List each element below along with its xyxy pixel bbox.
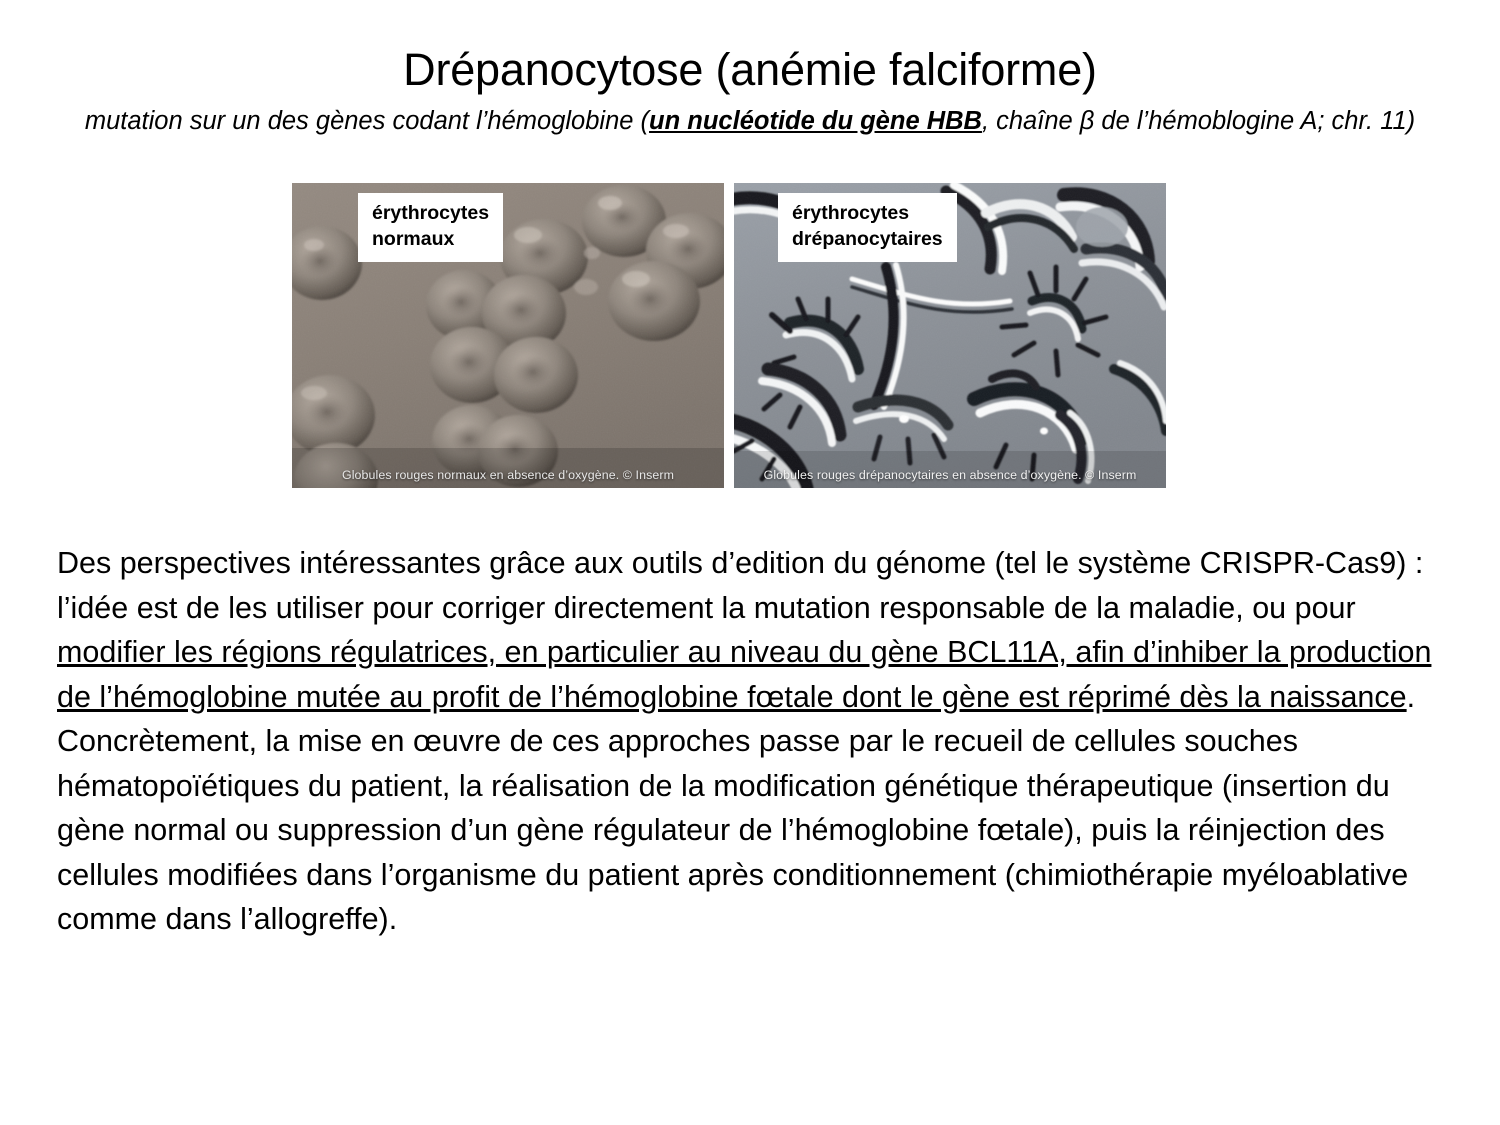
figure-caption-sickle: Globules rouges drépanocytaires en absence d’oxygène. © Inserm <box>763 468 1137 482</box>
subtitle-before: mutation sur un des gènes codant l’hémoglobine ( <box>84 107 650 135</box>
normal-erythrocytes-micrograph <box>292 183 724 488</box>
body-paragraph-1: Des perspectives intéressantes grâce aux outils d’edition du génome (tel le système CRISPR-Cas9) : <box>57 546 1424 580</box>
figure-label-normal-line2: normaux <box>372 227 455 250</box>
figure-row <box>292 183 1166 488</box>
figure-label-normal <box>358 193 503 262</box>
figure-label-normal-line1: érythrocytes <box>372 202 490 224</box>
figure-normal-erythrocytes <box>292 183 724 488</box>
subtitle-after: , chaîne β de l’hémoblogine A; chr. 11) <box>981 107 1416 135</box>
body-paragraph-2-prefix: l’idée est de les utiliser pour corriger directement la mutation responsable de la maladie, ou pour <box>57 590 1356 625</box>
body-paragraph-2-suffix: . <box>1406 679 1416 714</box>
body-paragraph-3: Concrètement, la mise en œuvre de ces approches passe par le recueil de cellules souches hématopoïétiques du patient, la réalisation de la modification génétique thérapeutique (insertion du gène normal ou suppression d’un gène régulateur de l’hémoglobine fœtale), puis la réinjection des cellules modifiées dans l’organisme du patient après conditionnement (chimiothérapie myéloablative comme dans l’allogreffe). <box>57 724 1409 936</box>
figure-sickle-erythrocytes <box>734 183 1166 488</box>
figure-label-sickle <box>778 193 957 262</box>
body-text <box>57 541 1447 942</box>
page-subtitle <box>0 107 1500 136</box>
figure-label-sickle-line2: drépanocytaires <box>792 227 943 250</box>
body-paragraph-2-underlined: modifier les régions régulatrices, en particulier au niveau du gène BCL11A, afin d’inhiber la production de l’hémoglobine mutée au profit de l’hémoglobine fœtale dont le gène est réprimé dès la naissance <box>57 635 1432 714</box>
page-title: Drépanocytose (anémie falciforme) <box>403 44 1097 95</box>
figure-label-sickle-line1: érythrocytes <box>792 202 910 224</box>
figure-caption-normal: Globules rouges normaux en absence d’oxygène. © Inserm <box>341 468 675 482</box>
subtitle-emphasis: un nucléotide du gène HBB <box>649 107 982 135</box>
body-paragraph-2 <box>57 586 1447 720</box>
